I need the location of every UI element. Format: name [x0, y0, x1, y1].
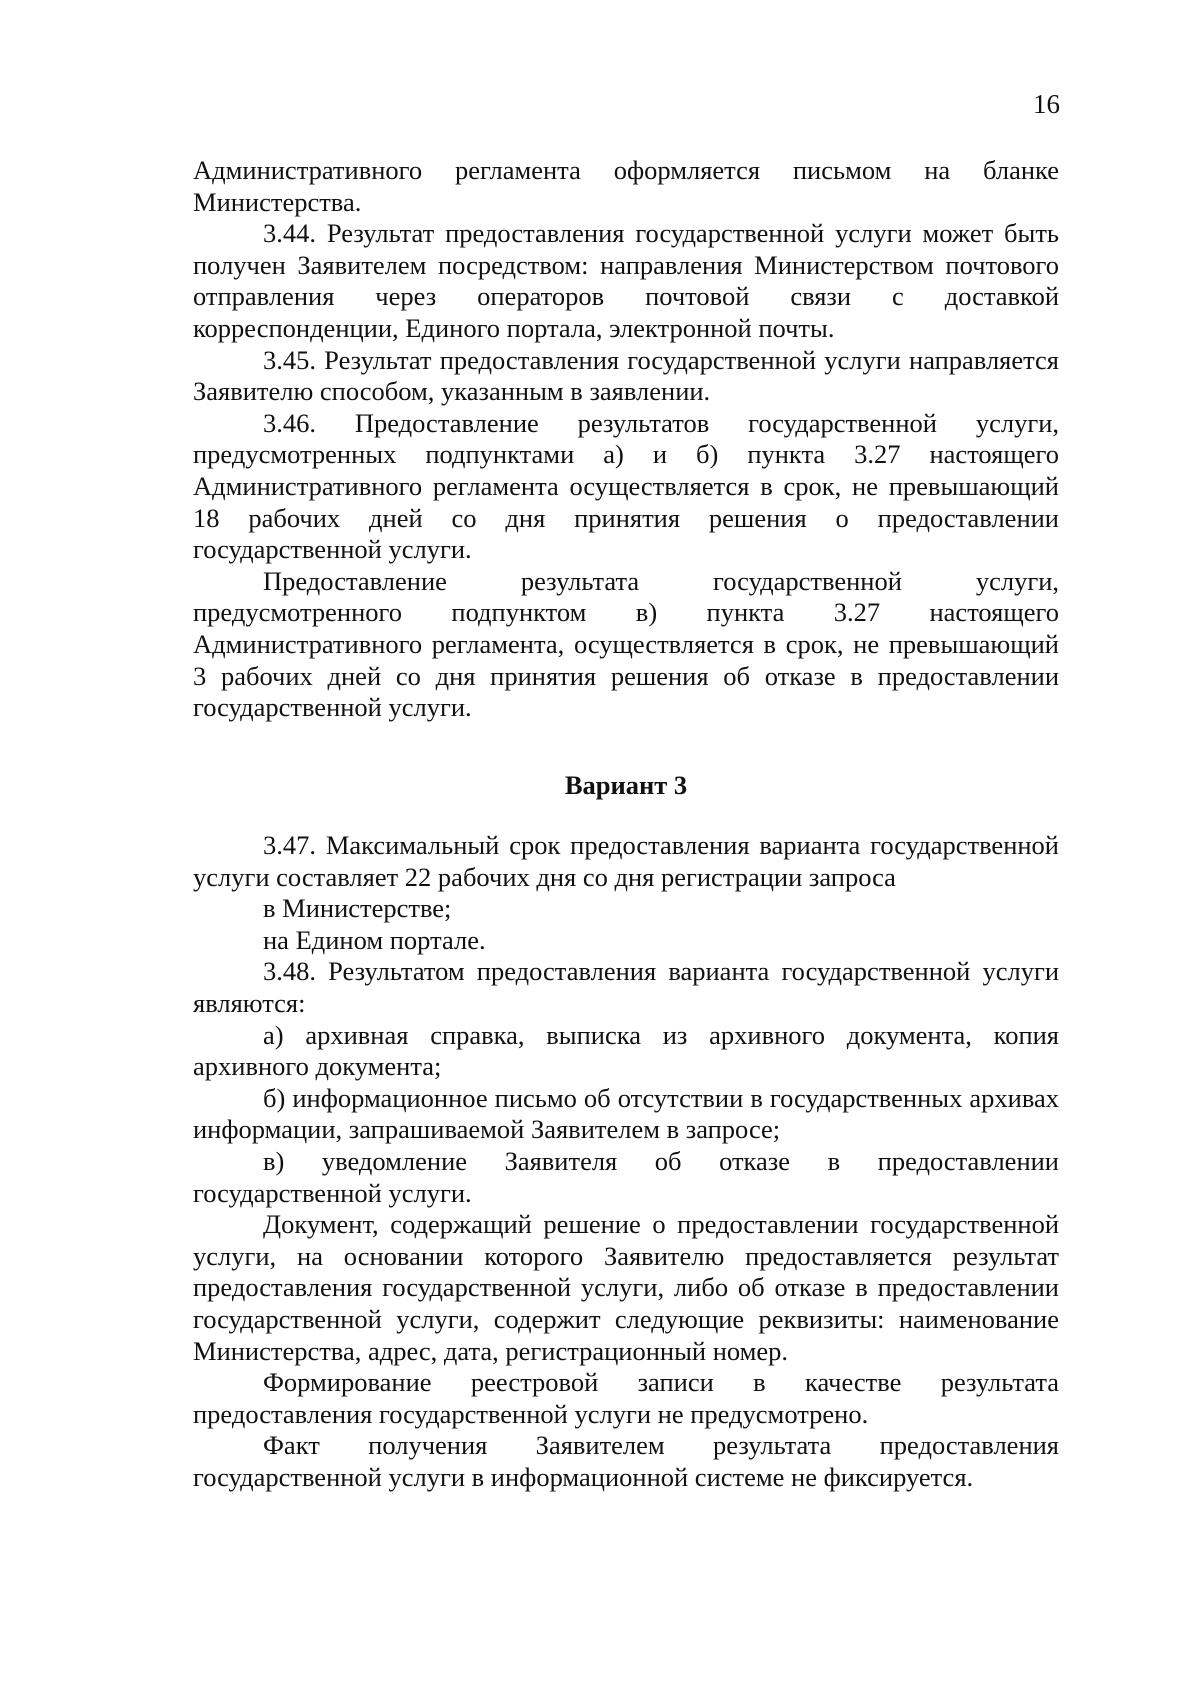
- paragraph-3-44: 3.44. Результат предоставления государственной услуги может быть получен Заявителем посредством: направления Министерством почтового отправления через операторов почтовой связи с доставкой корреспонденции, Единого портала, электронной почты.: [193, 218, 1059, 343]
- paragraph-3-46-second: Предоставление результата государственной услуги, предусмотренного подпунктом в) пункта 3.27 настоящего Административного регламента, осуществляется в срок, не превышающий 3 рабочих дней со дня принятия решения об отказе в предоставлении государственной услуги.: [193, 565, 1059, 723]
- paragraph-3-48: 3.48. Результатом предоставления варианта государственной услуги являются:: [193, 956, 1059, 1018]
- section-heading: Вариант 3: [564, 770, 688, 800]
- paragraph-3-47: 3.47. Максимальный срок предоставления варианта государственной услуги составляет 22 рабочих дня со дня регистрации запроса: [193, 830, 1059, 892]
- paragraph-portal: на Едином портале.: [263, 924, 486, 955]
- paragraph-registry-record: Формирование реестровой записи в качестве результата предоставления государственной услуги не предусмотрено.: [193, 1367, 1059, 1429]
- paragraph-3-45: 3.45. Результат предоставления государственной услуги направляется Заявителю способом, указанным в заявлении.: [193, 344, 1059, 407]
- paragraph-ministry: в Министерстве;: [263, 893, 452, 924]
- bottom-text-block: [193, 830, 1059, 1493]
- section-heading-block: [193, 770, 1059, 802]
- list-item-v: в) уведомление Заявителя об отказе в предоставлении государственной услуги.: [193, 1145, 1059, 1208]
- page-number: 16: [1033, 89, 1060, 119]
- list-item-b: б) информационное письмо об отсутствии в государственных архивах информации, запрашиваемой Заявителем в запросе;: [193, 1082, 1059, 1145]
- paragraph-fact-receipt: Факт получения Заявителем результата предоставления государственной услуги в информационной системе не фиксируется.: [193, 1430, 1059, 1492]
- top-text-block: [193, 155, 1059, 724]
- list-item-a: а) архивная справка, выписка из архивного документа, копия архивного документа;: [193, 1019, 1059, 1082]
- paragraph-3-46: 3.46. Предоставление результатов государственной услуги, предусмотренных подпунктами а) и б) пункта 3.27 настоящего Административного регламента осуществляется в срок, не превышающий 18 рабочих дней со дня принятия решения о предоставлении государственной услуги.: [193, 407, 1059, 565]
- paragraph-document-requisites: Документ, содержащий решение о предоставлении государственной услуги, на основании которого Заявителю предоставляется результат предоставления государственной услуги, либо об отказе в предоставлении государственной услуги, содержит следующие реквизиты: наименование Министерства, адрес, дата, регистрационный номер.: [193, 1209, 1059, 1366]
- paragraph-continuation: Административного регламента оформляется письмом на бланке Министерства.: [193, 155, 1059, 217]
